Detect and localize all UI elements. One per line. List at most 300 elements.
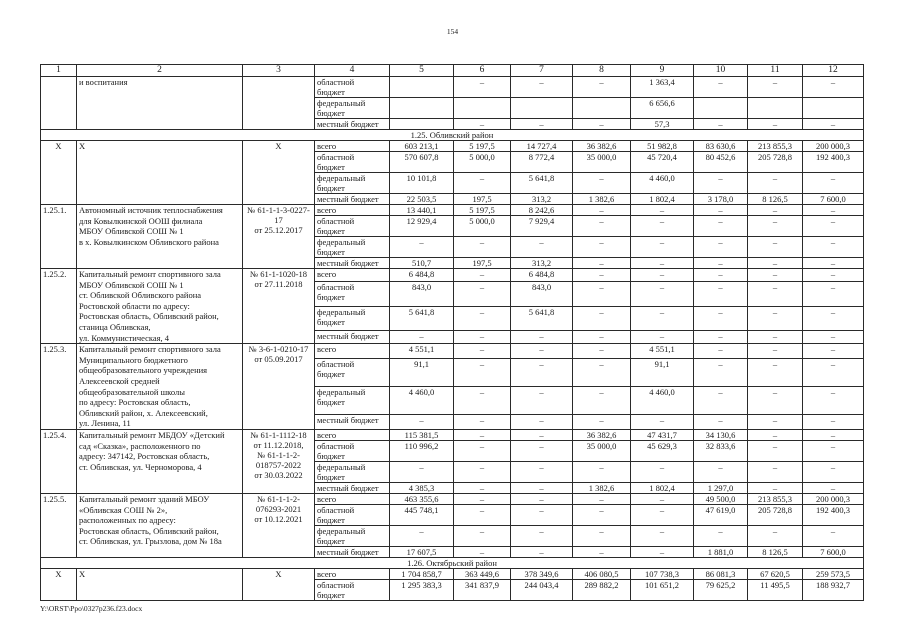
amount-cell-col-11: 213 855,3 xyxy=(748,493,803,504)
amount-cell-col-12: – xyxy=(803,344,864,359)
amount-cell-col-6: – xyxy=(454,546,511,557)
amount-cell-col-8: – xyxy=(573,281,631,306)
item-number-cell: 1.25.4. xyxy=(41,429,77,493)
amount-cell-col-7 xyxy=(511,98,573,119)
funding-source-cell xyxy=(315,152,390,173)
amount-cell-col-8: 35 000,0 xyxy=(573,440,631,461)
amount-cell-col-12: – xyxy=(803,77,864,98)
column-number-2: 2 xyxy=(77,65,243,77)
amount-cell-col-11: – xyxy=(748,269,803,282)
amount-cell-col-8: 35 000,0 xyxy=(573,152,631,173)
amount-cell-col-8: – xyxy=(573,119,631,130)
amount-cell-col-6: – xyxy=(454,415,511,430)
amount-cell-col-6: – xyxy=(454,429,511,440)
funding-source-cell xyxy=(315,579,390,600)
funding-source-cell xyxy=(315,77,390,98)
funding-source-label: областной бюджет xyxy=(317,152,355,172)
amount-cell-col-9: – xyxy=(631,415,694,430)
funding-source-label: областной бюджет xyxy=(317,216,355,236)
amount-cell-col-12: – xyxy=(803,258,864,269)
amount-cell-col-11: – xyxy=(748,482,803,493)
item-name-cell: Автономный источник теплоснабжения для Ковылкинской ООШ филиала МБОУ Обливской СОШ № 1 в х. Ковылкинском Обливского района xyxy=(77,205,243,269)
funding-source-label: областной бюджет xyxy=(317,358,355,379)
budget-row xyxy=(41,493,864,504)
amount-cell-col-10: – xyxy=(694,269,748,282)
funding-source-label: областной бюджет xyxy=(317,281,355,302)
amount-cell-col-12: – xyxy=(803,525,864,546)
amount-cell-col-9: 1 363,4 xyxy=(631,77,694,98)
item-document-cell xyxy=(243,77,315,130)
column-number-11: 11 xyxy=(748,65,803,77)
amount-cell-col-12: – xyxy=(803,205,864,216)
amount-cell-col-8: – xyxy=(573,387,631,415)
amount-cell-col-10: – xyxy=(694,237,748,258)
amount-cell-col-7: – xyxy=(511,504,573,525)
district-heading: 1.26. Октябрьский район xyxy=(41,557,864,568)
amount-cell-col-10: – xyxy=(694,387,748,415)
amount-cell-col-9: 91,1 xyxy=(631,358,694,386)
amount-cell-col-5: 4 551,1 xyxy=(390,344,454,359)
budget-row xyxy=(41,344,864,359)
amount-cell-col-9: – xyxy=(631,216,694,237)
amount-cell-col-6: – xyxy=(454,281,511,306)
amount-cell-col-6: – xyxy=(454,119,511,130)
amount-cell-col-8: – xyxy=(573,258,631,269)
amount-cell-col-6: 5 197,5 xyxy=(454,205,511,216)
amount-cell-col-7: 313,2 xyxy=(511,258,573,269)
amount-cell-col-9: – xyxy=(631,281,694,306)
funding-source-cell xyxy=(315,415,390,430)
amount-cell-col-7: 7 929,4 xyxy=(511,216,573,237)
amount-cell-col-5: 110 996,2 xyxy=(390,440,454,461)
amount-cell-col-6: 5 197,5 xyxy=(454,141,511,152)
amount-cell-col-8: – xyxy=(573,205,631,216)
district-heading: 1.25. Обливский район xyxy=(41,130,864,141)
amount-cell-col-7: – xyxy=(511,482,573,493)
amount-cell-col-9: 45 720,4 xyxy=(631,152,694,173)
amount-cell-col-12: – xyxy=(803,269,864,282)
column-number-8: 8 xyxy=(573,65,631,77)
amount-cell-col-6: 197,5 xyxy=(454,258,511,269)
amount-cell-col-11: 205 728,8 xyxy=(748,504,803,525)
district-heading-row xyxy=(41,130,864,141)
item-number-cell: 1.25.3. xyxy=(41,344,77,430)
amount-cell-col-10: 47 619,0 xyxy=(694,504,748,525)
amount-cell-col-5 xyxy=(390,98,454,119)
funding-source-cell xyxy=(315,216,390,237)
amount-cell-col-11: – xyxy=(748,440,803,461)
item-name-cell: Капитальный ремонт спортивного зала Муниципального бюджетного общеобразовательного учреждения Алексеевской средней общеобразовательной школы по адресу: Ростовская область, Обливский район, х. Алексеевский, ул. Ленина, 11 xyxy=(77,344,243,430)
amount-cell-col-6: – xyxy=(454,237,511,258)
amount-cell-col-9: 1 802,4 xyxy=(631,194,694,205)
funding-source-label: областной бюджет xyxy=(317,504,355,525)
amount-cell-col-7: 378 349,6 xyxy=(511,568,573,579)
funding-source-cell xyxy=(315,194,390,205)
amount-cell-col-11: – xyxy=(748,306,803,331)
amount-cell-col-8: – xyxy=(573,504,631,525)
budget-row xyxy=(41,429,864,440)
funding-table-body xyxy=(41,65,864,601)
page-number: 154 xyxy=(446,27,459,36)
funding-source-cell xyxy=(315,525,390,546)
funding-source-label: федеральный бюджет xyxy=(317,98,366,118)
amount-cell-col-5: 1 704 858,7 xyxy=(390,568,454,579)
amount-cell-col-12: – xyxy=(803,358,864,386)
amount-cell-col-11: 213 855,3 xyxy=(748,141,803,152)
amount-cell-col-8: – xyxy=(573,493,631,504)
funding-source-label: всего xyxy=(317,269,337,279)
amount-cell-col-5: – xyxy=(390,237,454,258)
amount-cell-col-8: 1 382,6 xyxy=(573,482,631,493)
amount-cell-col-10: 1 881,0 xyxy=(694,546,748,557)
funding-source-label: местный бюджет xyxy=(317,258,379,268)
funding-source-cell xyxy=(315,493,390,504)
amount-cell-col-12: – xyxy=(803,306,864,331)
budget-row xyxy=(41,568,864,579)
amount-cell-col-10: 80 452,6 xyxy=(694,152,748,173)
amount-cell-col-8: – xyxy=(573,306,631,331)
amount-cell-col-5: 4 385,3 xyxy=(390,482,454,493)
amount-cell-col-10: – xyxy=(694,205,748,216)
amount-cell-col-7: – xyxy=(511,344,573,359)
amount-cell-col-6: – xyxy=(454,461,511,482)
amount-cell-col-8: – xyxy=(573,237,631,258)
amount-cell-col-10: 34 130,6 xyxy=(694,429,748,440)
amount-cell-col-9: 47 431,7 xyxy=(631,429,694,440)
amount-cell-col-10: – xyxy=(694,77,748,98)
funding-source-cell xyxy=(315,141,390,152)
district-heading-row xyxy=(41,557,864,568)
amount-cell-col-11 xyxy=(748,98,803,119)
total-marker-number: X xyxy=(41,141,77,205)
funding-source-label: федеральный бюджет xyxy=(317,525,366,546)
column-number-4: 4 xyxy=(315,65,390,77)
amount-cell-col-8: 289 882,2 xyxy=(573,579,631,600)
funding-source-cell xyxy=(315,440,390,461)
amount-cell-col-7: 14 727,4 xyxy=(511,141,573,152)
amount-cell-col-6: 197,5 xyxy=(454,194,511,205)
amount-cell-col-8: – xyxy=(573,415,631,430)
amount-cell-col-10: – xyxy=(694,216,748,237)
amount-cell-col-11: 11 495,5 xyxy=(748,579,803,600)
amount-cell-col-12: 7 600,0 xyxy=(803,546,864,557)
funding-source-label: местный бюджет xyxy=(317,331,379,342)
amount-cell-col-12: 200 000,3 xyxy=(803,493,864,504)
item-name-cell: и воспитания xyxy=(77,77,243,130)
amount-cell-col-5: 22 503,5 xyxy=(390,194,454,205)
amount-cell-col-12: 188 932,7 xyxy=(803,579,864,600)
amount-cell-col-5: 843,0 xyxy=(390,281,454,306)
total-marker-name: X xyxy=(77,568,243,600)
funding-source-cell xyxy=(315,331,390,344)
amount-cell-col-5: 445 748,1 xyxy=(390,504,454,525)
amount-cell-col-7: 5 641,8 xyxy=(511,306,573,331)
amount-cell-col-7: – xyxy=(511,358,573,386)
amount-cell-col-5: 17 607,5 xyxy=(390,546,454,557)
amount-cell-col-8: – xyxy=(573,525,631,546)
amount-cell-col-12: – xyxy=(803,173,864,194)
funding-source-cell xyxy=(315,237,390,258)
total-marker-number: X xyxy=(41,568,77,600)
amount-cell-col-9: – xyxy=(631,525,694,546)
amount-cell-col-11: – xyxy=(748,216,803,237)
amount-cell-col-5: – xyxy=(390,461,454,482)
amount-cell-col-12 xyxy=(803,98,864,119)
amount-cell-col-9: 101 651,2 xyxy=(631,579,694,600)
amount-cell-col-5: – xyxy=(390,331,454,344)
amount-cell-col-9: – xyxy=(631,493,694,504)
amount-cell-col-11: – xyxy=(748,205,803,216)
amount-cell-col-12: – xyxy=(803,119,864,130)
amount-cell-col-9: – xyxy=(631,306,694,331)
amount-cell-col-5: 115 381,5 xyxy=(390,429,454,440)
funding-source-cell xyxy=(315,258,390,269)
funding-source-label: всего xyxy=(317,568,337,579)
amount-cell-col-7: – xyxy=(511,440,573,461)
amount-cell-col-11: 8 126,5 xyxy=(748,194,803,205)
amount-cell-col-9: 107 738,3 xyxy=(631,568,694,579)
amount-cell-col-8: – xyxy=(573,331,631,344)
funding-source-label: областной бюджет xyxy=(317,77,355,97)
amount-cell-col-9: – xyxy=(631,504,694,525)
amount-cell-col-6: – xyxy=(454,306,511,331)
amount-cell-col-8: – xyxy=(573,173,631,194)
funding-source-cell xyxy=(315,306,390,331)
amount-cell-col-7: – xyxy=(511,331,573,344)
amount-cell-col-11: 8 126,5 xyxy=(748,546,803,557)
amount-cell-col-8: – xyxy=(573,358,631,386)
amount-cell-col-5: 12 929,4 xyxy=(390,216,454,237)
funding-source-cell xyxy=(315,482,390,493)
amount-cell-col-8: – xyxy=(573,546,631,557)
amount-cell-col-8: – xyxy=(573,344,631,359)
amount-cell-col-11: – xyxy=(748,525,803,546)
amount-cell-col-6: – xyxy=(454,77,511,98)
amount-cell-col-5: 91,1 xyxy=(390,358,454,386)
amount-cell-col-9: – xyxy=(631,461,694,482)
amount-cell-col-7: 8 242,6 xyxy=(511,205,573,216)
amount-cell-col-9: – xyxy=(631,205,694,216)
item-number-cell: 1.25.5. xyxy=(41,493,77,557)
amount-cell-col-6: – xyxy=(454,482,511,493)
column-number-5: 5 xyxy=(390,65,454,77)
amount-cell-col-10: – xyxy=(694,525,748,546)
amount-cell-col-6: – xyxy=(454,440,511,461)
funding-source-label: федеральный бюджет xyxy=(317,173,366,193)
amount-cell-col-11: – xyxy=(748,281,803,306)
amount-cell-col-7: 843,0 xyxy=(511,281,573,306)
amount-cell-col-11: – xyxy=(748,415,803,430)
amount-cell-col-12: 192 400,3 xyxy=(803,152,864,173)
amount-cell-col-7: – xyxy=(511,429,573,440)
total-marker-document: X xyxy=(243,141,315,205)
amount-cell-col-5: 13 440,1 xyxy=(390,205,454,216)
amount-cell-col-9: – xyxy=(631,258,694,269)
amount-cell-col-12: – xyxy=(803,429,864,440)
amount-cell-col-6: – xyxy=(454,269,511,282)
amount-cell-col-9: 1 802,4 xyxy=(631,482,694,493)
funding-source-cell xyxy=(315,344,390,359)
amount-cell-col-8: – xyxy=(573,216,631,237)
amount-cell-col-9: – xyxy=(631,269,694,282)
amount-cell-col-9: 57,3 xyxy=(631,119,694,130)
amount-cell-col-6 xyxy=(454,98,511,119)
item-number-cell: 1.25.1. xyxy=(41,205,77,269)
amount-cell-col-10: 3 178,0 xyxy=(694,194,748,205)
item-document-cell: № 61-1-1112-18 от 11.12.2018, № 61-1-1-2- 018757-2022 от 30.03.2022 xyxy=(243,429,315,493)
amount-cell-col-10: 32 833,6 xyxy=(694,440,748,461)
amount-cell-col-8: 1 382,6 xyxy=(573,194,631,205)
amount-cell-col-10: – xyxy=(694,344,748,359)
item-name-cell: Капитальный ремонт МБДОУ «Детский сад «Сказка», расположенного по адресу: 347142, Ростовская область, ст. Обливская, ул. Черноморова, 4 xyxy=(77,429,243,493)
amount-cell-col-11: – xyxy=(748,429,803,440)
funding-source-cell xyxy=(315,119,390,130)
amount-cell-col-9: 45 629,3 xyxy=(631,440,694,461)
amount-cell-col-8 xyxy=(573,98,631,119)
amount-cell-col-6: – xyxy=(454,331,511,344)
funding-source-cell xyxy=(315,461,390,482)
amount-cell-col-11: – xyxy=(748,119,803,130)
amount-cell-col-5: 10 101,8 xyxy=(390,173,454,194)
amount-cell-col-6: – xyxy=(454,344,511,359)
amount-cell-col-6: – xyxy=(454,504,511,525)
item-document-cell: № 61-1-1-2- 076293-2021 от 10.12.2021 xyxy=(243,493,315,557)
amount-cell-col-6: 5 000,0 xyxy=(454,152,511,173)
amount-cell-col-12: – xyxy=(803,440,864,461)
amount-cell-col-5: 1 295 383,3 xyxy=(390,579,454,600)
amount-cell-col-7: 8 772,4 xyxy=(511,152,573,173)
amount-cell-col-10: – xyxy=(694,415,748,430)
amount-cell-col-6: 341 837,9 xyxy=(454,579,511,600)
amount-cell-col-5 xyxy=(390,77,454,98)
amount-cell-col-9: – xyxy=(631,546,694,557)
amount-cell-col-6: 363 449,6 xyxy=(454,568,511,579)
amount-cell-col-5 xyxy=(390,119,454,130)
funding-source-label: местный бюджет xyxy=(317,482,379,493)
amount-cell-col-7: – xyxy=(511,493,573,504)
funding-source-label: всего xyxy=(317,493,337,504)
item-document-cell: № 61-1-1020-18 от 27.11.2018 xyxy=(243,269,315,344)
item-name-cell: Капитальный ремонт зданий МБОУ «Обливская СОШ № 2», расположенных по адресу: Ростовская область, Обливский район, ст. Обливская, ул. Грызлова, дом № 18а xyxy=(77,493,243,557)
amount-cell-col-10: – xyxy=(694,306,748,331)
item-document-cell: № 61-1-1-3-0227- 17 от 25.12.2017 xyxy=(243,205,315,269)
funding-source-cell xyxy=(315,387,390,415)
amount-cell-col-12: – xyxy=(803,216,864,237)
amount-cell-col-5: 4 460,0 xyxy=(390,387,454,415)
amount-cell-col-7: – xyxy=(511,237,573,258)
amount-cell-col-11: – xyxy=(748,461,803,482)
amount-cell-col-12: – xyxy=(803,461,864,482)
amount-cell-col-11: – xyxy=(748,173,803,194)
amount-cell-col-5: – xyxy=(390,415,454,430)
amount-cell-col-6: – xyxy=(454,525,511,546)
amount-cell-col-12: 200 000,3 xyxy=(803,141,864,152)
amount-cell-col-5: 463 355,6 xyxy=(390,493,454,504)
amount-cell-col-12: – xyxy=(803,415,864,430)
amount-cell-col-6: – xyxy=(454,173,511,194)
amount-cell-col-7: – xyxy=(511,525,573,546)
amount-cell-col-8: 36 382,6 xyxy=(573,141,631,152)
amount-cell-col-9: 51 982,8 xyxy=(631,141,694,152)
amount-cell-col-5: 5 641,8 xyxy=(390,306,454,331)
funding-source-label: федеральный бюджет xyxy=(317,237,366,257)
budget-row xyxy=(41,205,864,216)
amount-cell-col-11: 205 728,8 xyxy=(748,152,803,173)
amount-cell-col-7: – xyxy=(511,461,573,482)
amount-cell-col-5: 510,7 xyxy=(390,258,454,269)
amount-cell-col-5: 6 484,8 xyxy=(390,269,454,282)
funding-source-label: федеральный бюджет xyxy=(317,387,366,408)
amount-cell-col-11: – xyxy=(748,77,803,98)
amount-cell-col-5: 570 607,8 xyxy=(390,152,454,173)
amount-cell-col-7: 313,2 xyxy=(511,194,573,205)
funding-source-label: федеральный бюджет xyxy=(317,461,366,482)
amount-cell-col-10: 86 081,3 xyxy=(694,568,748,579)
budget-row xyxy=(41,269,864,282)
funding-source-label: федеральный бюджет xyxy=(317,306,366,327)
amount-cell-col-10: – xyxy=(694,258,748,269)
funding-source-cell xyxy=(315,546,390,557)
total-marker-document: X xyxy=(243,568,315,600)
amount-cell-col-7: 6 484,8 xyxy=(511,269,573,282)
amount-cell-col-11: – xyxy=(748,237,803,258)
funding-source-label: областной бюджет xyxy=(317,440,355,461)
amount-cell-col-12: – xyxy=(803,387,864,415)
column-number-12: 12 xyxy=(803,65,864,77)
amount-cell-col-11: – xyxy=(748,344,803,359)
amount-cell-col-7: – xyxy=(511,546,573,557)
amount-cell-col-11: 67 620,5 xyxy=(748,568,803,579)
amount-cell-col-10 xyxy=(694,98,748,119)
file-path-footer: Y:\ORST\Ppo\0327p236.f23.docx xyxy=(40,604,143,613)
amount-cell-col-11: – xyxy=(748,358,803,386)
item-name-cell: Капитальный ремонт спортивного зала МБОУ Обливской СОШ № 1 ст. Обливской Обливского района Ростовской области по адресу: Ростовская область, Обливский район, станица Обливская, ул. Коммунистическая, 4 xyxy=(77,269,243,344)
total-marker-name: X xyxy=(77,141,243,205)
amount-cell-col-10: – xyxy=(694,461,748,482)
amount-cell-col-10: – xyxy=(694,173,748,194)
funding-source-label: областной бюджет xyxy=(317,579,355,600)
item-document-cell: № 3-6-1-0210-17 от 05.09.2017 xyxy=(243,344,315,430)
amount-cell-col-7: – xyxy=(511,77,573,98)
amount-cell-col-5: – xyxy=(390,525,454,546)
amount-cell-col-6: – xyxy=(454,387,511,415)
item-number-cell: 1.25.2. xyxy=(41,269,77,344)
amount-cell-col-8: – xyxy=(573,461,631,482)
funding-source-cell xyxy=(315,568,390,579)
amount-cell-col-10: 1 297,0 xyxy=(694,482,748,493)
amount-cell-col-10: 49 500,0 xyxy=(694,493,748,504)
funding-source-label: местный бюджет xyxy=(317,194,379,204)
budget-row xyxy=(41,141,864,152)
amount-cell-col-7: – xyxy=(511,119,573,130)
amount-cell-col-8: – xyxy=(573,269,631,282)
amount-cell-col-9: 4 551,1 xyxy=(631,344,694,359)
amount-cell-col-5: 603 213,1 xyxy=(390,141,454,152)
funding-source-label: всего xyxy=(317,205,337,215)
amount-cell-col-8: 406 080,5 xyxy=(573,568,631,579)
amount-cell-col-12: – xyxy=(803,331,864,344)
item-number-cell xyxy=(41,77,77,130)
funding-source-cell xyxy=(315,205,390,216)
amount-cell-col-10: – xyxy=(694,331,748,344)
budget-row xyxy=(41,77,864,98)
amount-cell-col-12: 7 600,0 xyxy=(803,194,864,205)
column-number-row xyxy=(41,65,864,77)
amount-cell-col-7: – xyxy=(511,387,573,415)
amount-cell-col-9: – xyxy=(631,331,694,344)
funding-source-label: всего xyxy=(317,141,337,151)
amount-cell-col-12: 259 573,5 xyxy=(803,568,864,579)
